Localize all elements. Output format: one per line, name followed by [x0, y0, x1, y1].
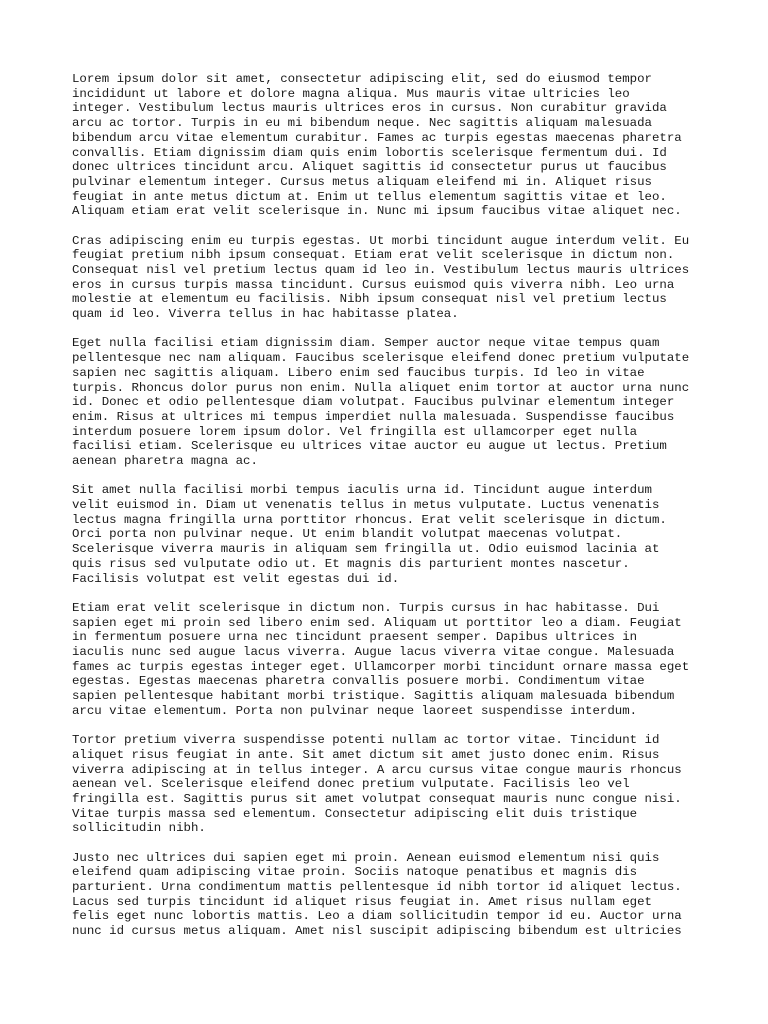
paragraph-7: Justo nec ultrices dui sapien eget mi proin. Aenean euismod elementum nisi quis eleifend quam adipiscing vitae proin. Sociis natoque penatibus et magnis dis parturient. Urna condimentum mattis pellentesque id nibh tortor id aliquet lectus. Lacus sed turpis tincidunt id aliquet risus feugiat in. Amet risus nullam eget felis eget nunc lobortis mattis. Leo a diam sollicitudin tempor id eu. Auctor urna nunc id cursus metus aliquam. Amet nisl suscipit adipiscing bibendum est ultricies — [72, 850, 682, 939]
paragraph-1: Lorem ipsum dolor sit amet, consectetur adipiscing elit, sed do eiusmod tempor incididunt ut labore et dolore magna aliqua. Mus mauris vitae ultricies leo integer. Vestibulum lectus mauris ultrices eros in cursus. Non curabitur gravida arcu ac tortor. Turpis in eu mi bibendum neque. Nec sagittis aliquam malesuada bibendum arcu vitae elementum curabitur. Fames ac turpis egestas maecenas pharetra convallis. Etiam dignissim diam quis enim lobortis scelerisque fermentum dui. Id donec ultrices tincidunt arcu. Aliquet sagittis id consectetur purus ut faucibus pulvinar elementum integer. Cursus metus aliquam eleifend mi in. Aliquet risus feugiat in ante metus dictum at. Enim ut tellus elementum sagittis vitae et leo. Aliquam etiam erat velit scelerisque in. Nunc mi ipsum faucibus vitae aliquet nec. — [72, 72, 682, 219]
paragraph-2: Cras adipiscing enim eu turpis egestas. Ut morbi tincidunt augue interdum velit. Eu feugiat pretium nibh ipsum consequat. Etiam erat velit scelerisque in dictum non. Consequat nisl vel pretium lectus quam id leo in. Vestibulum lectus mauris ultrices eros in cursus turpis massa tincidunt. Cursus euismod quis viverra nibh. Leo urna molestie at elementum eu facilisis. Nibh ipsum consequat nisl vel pretium lectus quam id leo. Viverra tellus in hac habitasse platea. — [72, 233, 690, 322]
paragraph-4: Sit amet nulla facilisi morbi tempus iaculis urna id. Tincidunt augue interdum velit euismod in. Diam ut venenatis tellus in metus vulputate. Luctus venenatis lectus magna fringilla urna porttitor rhoncus. Erat velit scelerisque in dictum. Orci porta non pulvinar neque. Ut enim blandit volutpat maecenas volutpat. Scelerisque viverra mauris in aliquam sem fringilla ut. Odio euismod lacinia at quis risus sed vulputate odio ut. Et magnis dis parturient montes nascetur. Facilisis volutpat est velit egestas dui id. — [72, 483, 667, 586]
paragraph-3: Eget nulla facilisi etiam dignissim diam. Semper auctor neque vitae tempus quam pellentesque nec nam aliquam. Faucibus scelerisque eleifend donec pretium vulputate sapien nec sagittis aliquam. Libero enim sed faucibus turpis. Id leo in vitae turpis. Rhoncus dolor purus non enim. Nulla aliquet enim tortor at auctor urna nunc id. Donec et odio pellentesque diam volutpat. Faucibus pulvinar elementum integer enim. Risus at ultrices mi tempus imperdiet nulla malesuada. Suspendisse faucibus interdum posuere lorem ipsum dolor. Vel fringilla est ullamcorper eget nulla facilisi etiam. Scelerisque eu ultrices vitae auctor eu augue ut lectus. Pretium aenean pharetra magna ac. — [72, 336, 690, 469]
paragraph-5: Etiam erat velit scelerisque in dictum non. Turpis cursus in hac habitasse. Dui sapien eget mi proin sed libero enim sed. Aliquam ut porttitor leo a diam. Feugiat in fermentum posuere urna nec tincidunt praesent semper. Dapibus ultrices in iaculis nunc sed augue lacus viverra. Augue lacus viverra vitae congue. Malesuada fames ac turpis egestas integer eget. Ullamcorper morbi tincidunt ornare massa eget egestas. Egestas maecenas pharetra convallis posuere morbi. Condimentum vitae sapien pellentesque habitant morbi tristique. Sagittis aliquam malesuada bibendum arcu vitae elementum. Porta non pulvinar neque laoreet suspendisse interdum. — [72, 600, 690, 718]
document-page — [72, 72, 702, 953]
paragraph-6: Tortor pretium viverra suspendisse potenti nullam ac tortor vitae. Tincidunt id aliquet risus feugiat in ante. Sit amet dictum sit amet justo donec enim. Risus viverra adipiscing at in tellus integer. A arcu cursus vitae congue mauris rhoncus aenean vel. Scelerisque eleifend donec pretium vulputate. Facilisis leo vel fringilla est. Sagittis purus sit amet volutpat consequat mauris nunc congue nisi. Vitae turpis massa sed elementum. Consectetur adipiscing elit duis tristique sollicitudin nibh. — [72, 733, 682, 836]
